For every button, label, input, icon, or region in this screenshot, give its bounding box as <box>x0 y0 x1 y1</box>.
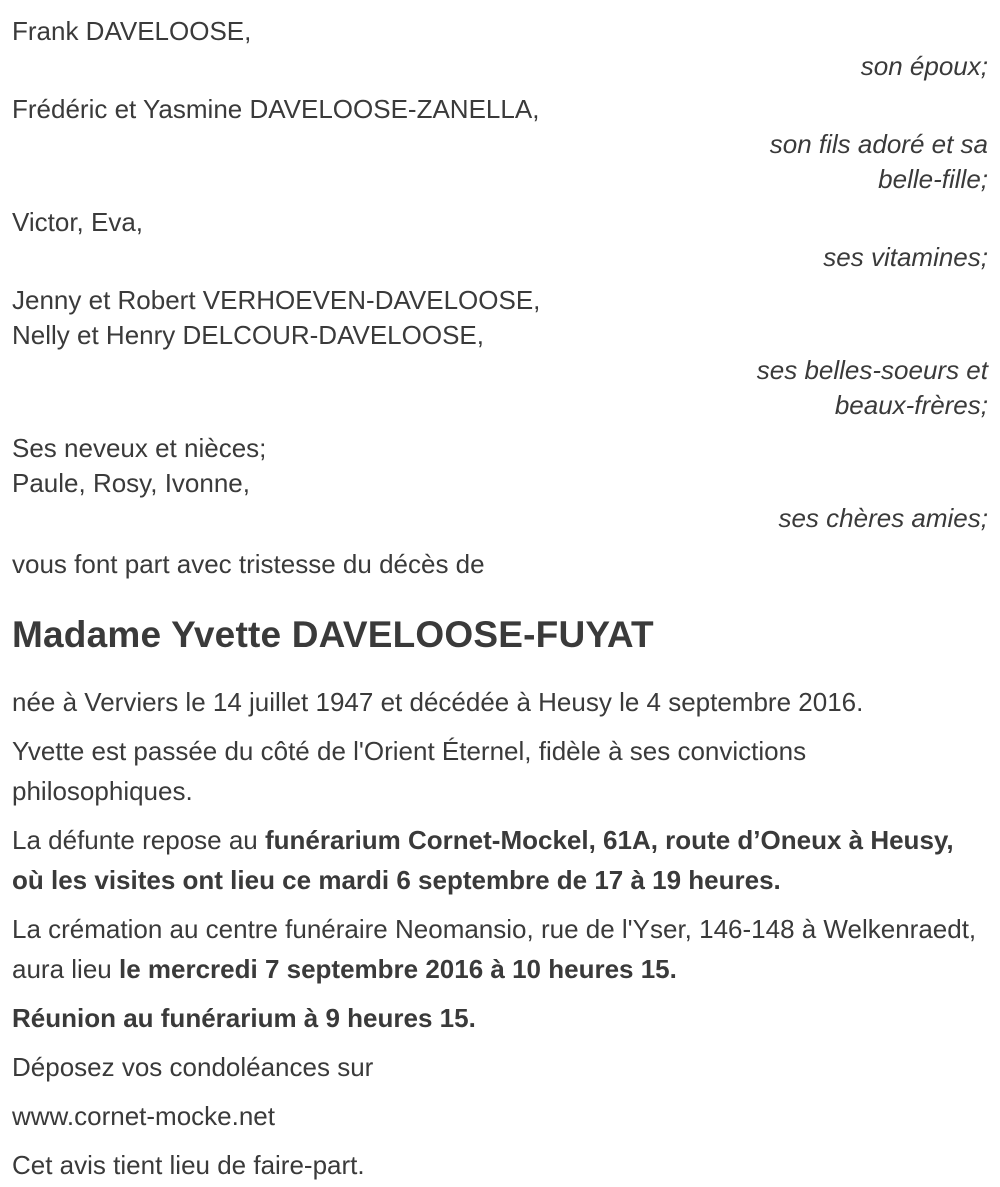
relation-label: beaux-frères; <box>834 390 988 420</box>
repose-bold-text: funérarium Cornet-Mockel, 61A, route d’Oneux à Heusy, où les visites ont lieu ce mardi 6 septembre de 17 à 19 heures. <box>12 825 954 895</box>
philosophy-line: Yvette est passée du côté de l'Orient Éternel, fidèle à ses convictions philosophiques. <box>12 736 807 806</box>
family-group-grandchildren <box>12 205 988 275</box>
relation-label: belle-fille; <box>878 164 988 194</box>
relation-label: ses vitamines; <box>823 242 988 272</box>
condolences-link[interactable]: www.cornet-mocke.net <box>12 1101 275 1131</box>
family-member-name: Victor, Eva, <box>12 207 144 237</box>
repose-normal-text: La défunte repose au <box>12 825 265 855</box>
family-member-name: Ses neveux et nièces; <box>12 433 267 463</box>
family-group-friends <box>12 431 988 536</box>
relation-label: ses chères amies; <box>778 503 988 533</box>
cremation-normal-text: La crémation au centre funéraire Neomansio, rue de l'Yser, 146-148 à Welkenraedt, aura lieu <box>12 914 977 984</box>
notice-body <box>12 682 988 1185</box>
relation-label: son fils adoré et sa <box>769 129 988 159</box>
repose-info <box>12 820 988 900</box>
condolences-link-line <box>12 1096 988 1136</box>
family-section <box>12 14 988 536</box>
birth-death-line: née à Verviers le 14 juillet 1947 et décédée à Heusy le 4 septembre 2016. <box>12 687 864 717</box>
announcement-intro: vous font part avec tristesse du décès de <box>12 549 485 579</box>
closing-line: Cet avis tient lieu de faire-part. <box>12 1150 365 1180</box>
family-member-name: Nelly et Henry DELCOUR-DAVELOOSE, <box>12 320 484 350</box>
family-group-spouse <box>12 14 988 84</box>
family-member-name: Frank DAVELOOSE, <box>12 16 252 46</box>
family-member-name: Paule, Rosy, Ivonne, <box>12 468 250 498</box>
family-group-son <box>12 92 988 197</box>
family-member-name: Frédéric et Yasmine DAVELOOSE-ZANELLA, <box>12 94 540 124</box>
family-group-siblings-in-law <box>12 283 988 423</box>
deceased-name-title: Madame Yvette DAVELOOSE-FUYAT <box>12 614 654 655</box>
relation-label: son époux; <box>860 51 988 81</box>
cremation-info <box>12 909 988 989</box>
reunion-info: Réunion au funérarium à 9 heures 15. <box>12 1003 476 1033</box>
condolences-intro: Déposez vos condoléances sur <box>12 1052 374 1082</box>
cremation-bold-text: le mercredi 7 septembre 2016 à 10 heures 15. <box>118 954 677 984</box>
family-member-name: Jenny et Robert VERHOEVEN-DAVELOOSE, <box>12 285 541 315</box>
relation-label: ses belles-soeurs et <box>756 355 988 385</box>
